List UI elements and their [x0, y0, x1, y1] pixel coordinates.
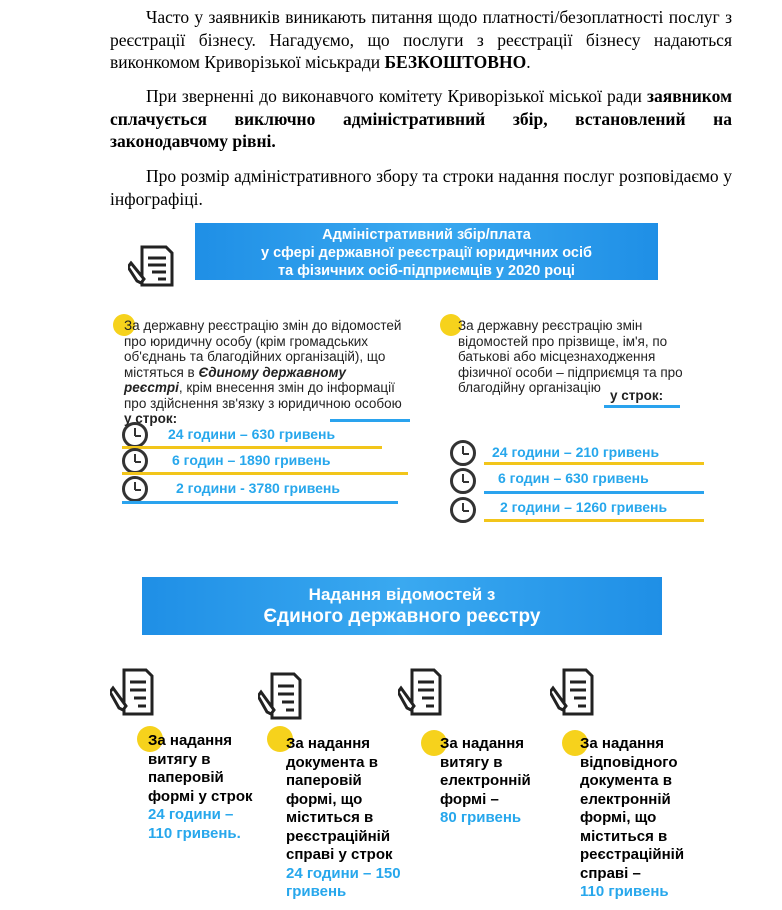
card-document-electronic: За надання відповідного документа в електронній формі, що міститься в реєстраційній справі – 110 гривень [580, 735, 685, 900]
registry-banner: Надання відомостей з Єдиного державного реєстру [142, 577, 662, 635]
card-extract-electronic: За надання витягу в електронній формі – 80 гривень [440, 735, 531, 826]
right-fee-description: За державну реєстрацію змін відомостей про прізвище, ім'я, по батькові або місцезнаходження фізичної особи – підприємця та про благодійну організацію [458, 318, 683, 395]
clock-icon [122, 422, 148, 448]
card-document-paper: За надання документа в паперовій формі, що міститься в реєстраційній справі у строк 24 години – 150 гривень [286, 735, 401, 900]
clock-icon [122, 448, 148, 474]
fee-banner: Адміністративний збір/плата у сфері державної реєстрації юридичних осіб та фізичних осіб-підприємців у 2020 році [195, 223, 658, 280]
left-fee-description: За державну реєстрацію змін до відомостей про юридичну особу (крім громадських об'єднань та благодійних організацій), що містяться в Єдиному державному реєстрі, крім внесення змін до інформації про здійснення зв'язку з юридичною особою у строк: [124, 318, 402, 426]
left-fee-row-1: 24 години – 630 гривень [168, 426, 336, 442]
divider [484, 491, 704, 494]
intro-paragraph-3: Про розмір адміністративного збору та строки надання послуг розповідаємо у інфографіці. [110, 166, 732, 209]
left-fee-row-3: 2 години - 3780 гривень [176, 480, 340, 496]
right-fee-term: у строк: [610, 388, 664, 403]
divider [484, 519, 704, 522]
right-fee-row-2: 6 годин – 630 гривень [498, 470, 649, 486]
clock-icon [450, 440, 476, 466]
intro-paragraph-1: Часто у заявників виникають питання щодо платності/безоплатності послуг з реєстрації бізнесу. Нагадуємо, що послуги з реєстрації бізнесу надаються виконкомом Криворізької міськради БЕЗКОШТОВНО. [110, 7, 732, 72]
divider [122, 472, 408, 475]
left-fee-row-2: 6 годин – 1890 гривень [172, 452, 331, 468]
divider [330, 419, 410, 422]
right-fee-row-3: 2 години – 1260 гривень [500, 499, 668, 515]
right-fee-row-1: 24 години – 210 гривень [492, 444, 660, 460]
divider [122, 446, 382, 449]
divider [484, 462, 704, 465]
clock-icon [122, 476, 148, 502]
document-pen-icon [398, 668, 444, 718]
clock-icon [450, 497, 476, 523]
document-pen-icon [110, 668, 156, 718]
divider [604, 405, 680, 408]
document-pen-icon [128, 245, 176, 289]
intro-paragraph-2: При зверненні до виконавчого комітету Криворізької міської ради заявником сплачується виключно адміністративний збір, встановлений на законодавчому рівні. [110, 86, 732, 151]
divider [122, 501, 398, 504]
document-pen-icon [550, 668, 596, 718]
clock-icon [450, 468, 476, 494]
document-pen-icon [258, 672, 304, 722]
card-extract-paper: За надання витягу в паперовій формі у строк 24 години – 110 гривень. [148, 732, 253, 842]
